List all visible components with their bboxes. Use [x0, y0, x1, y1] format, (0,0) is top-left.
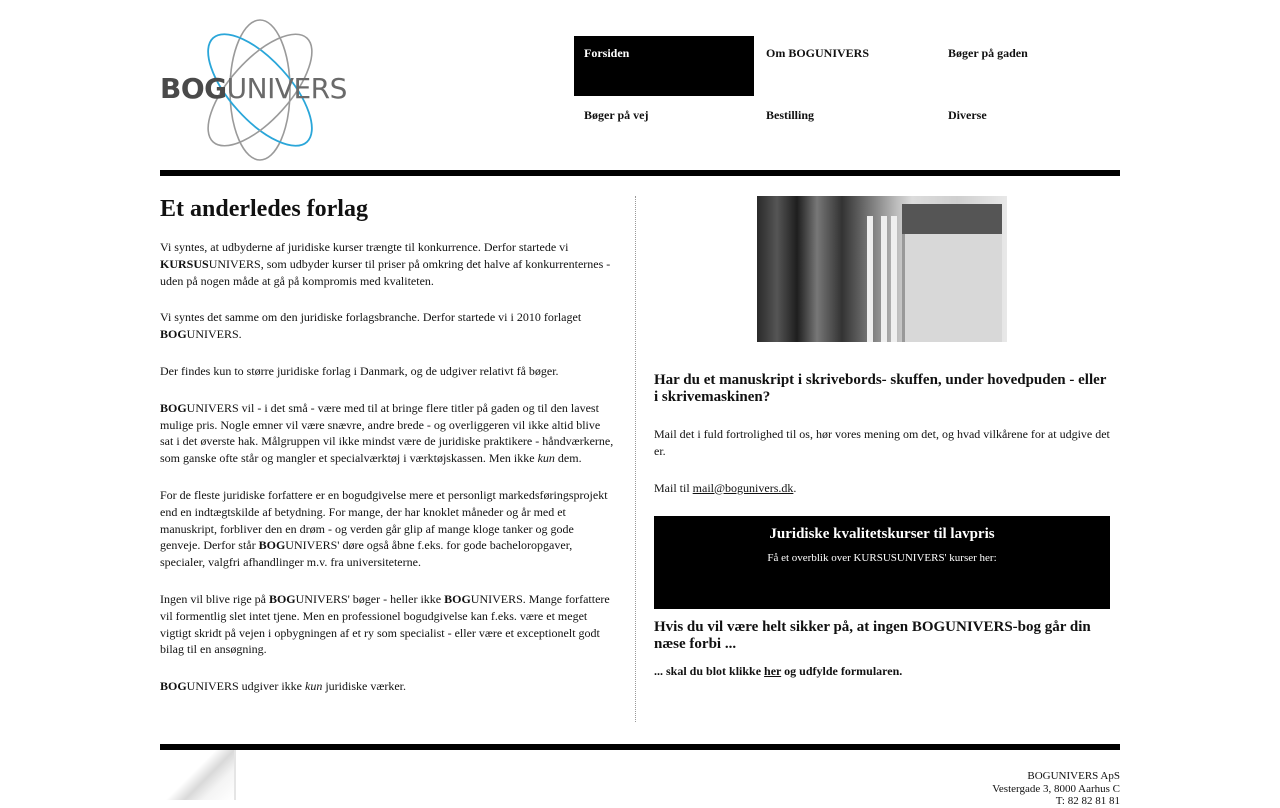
footer-company: BOGUNIVERS ApS — [1027, 770, 1120, 782]
nav-item-boger-pa-gaden[interactable]: Bøger på gaden — [948, 46, 1028, 60]
brand-bold: BOG — [160, 400, 187, 415]
main-content — [160, 196, 615, 715]
site-logo[interactable] — [160, 18, 362, 162]
nav-item-om-bogunivers[interactable]: Om BOGUNIVERS — [766, 46, 870, 60]
emphasis: kun — [305, 679, 323, 694]
text: UNIVERS' døre også åbne f.eks. for gode bacheloropgaver, specialer, valgfri afhandlinger m.v. fra universiteterne. — [160, 538, 573, 570]
course-promo-banner[interactable] — [654, 516, 1110, 609]
paragraph-5 — [160, 487, 615, 571]
promo-subtitle: Få et overblik over KURSUSUNIVERS' kurser her: — [767, 552, 997, 565]
text: UNIVERS. — [186, 327, 242, 342]
text: ... skal du blot klikke — [654, 664, 765, 679]
nav-item-boger-pa-vej[interactable]: Bøger på vej — [584, 108, 649, 122]
text: UNIVERS vil - i det små - være med til at bringe flere titler på gaden og til den lavest mulige pris. Nogle emner vil være snævre, andre brede - og overliggeren vil ikke altid blive sat i det øverste hak. Målgruppen vil ikke mindst være de juridiske praktikere - håndværkerne, som ganske ofte står og mangler et specialværktøj i værktøjskassen. Men ikke — [160, 400, 614, 466]
text: UNIVERS' bøger - heller ikke — [295, 591, 445, 606]
paragraph-3: Der findes kun to større juridiske forlag i Danmark, og de udgiver relativt få bøger. — [160, 363, 559, 378]
text: UNIVERS, som udbyder kurser til priser på omkring det halve af konkurrenternes - uden på nogen måde at gå på kompromis med kvaliteten. — [160, 256, 611, 288]
brand-bold: BOG — [444, 591, 471, 606]
text: juridiske værker. — [322, 679, 406, 694]
nav-item-bestilling[interactable]: Bestilling — [766, 108, 815, 122]
book-spine — [867, 216, 873, 342]
text: Vi syntes, at udbyderne af juridiske kurser trængte til konkurrence. Derfor startede vi — [160, 240, 569, 254]
text: Mail til — [654, 480, 693, 495]
text: Vi syntes det samme om den juridiske forlagsbranche. Derfor startede vi i 2010 forlaget — [160, 310, 582, 325]
manuscript-heading: Har du et manuskript i skrivebords- skuffen, under hovedpuden - eller i skrivemaskinen? — [654, 372, 1107, 405]
page-curl-decoration — [160, 750, 236, 800]
footer-address: Vestergade 3, 8000 Aarhus C — [992, 782, 1120, 795]
footer — [992, 770, 1120, 808]
paragraph-1 — [160, 239, 615, 289]
featured-book-band — [902, 204, 1002, 234]
footer-phone: T: 82 82 81 81 — [1055, 795, 1120, 807]
book-spine — [891, 216, 897, 342]
footer-divider — [160, 744, 1120, 750]
manuscript-text: Mail det i fuld fortrolighed til os, hør vores mening om det, og hvad vilkårene for at udgive det er. — [654, 427, 1110, 458]
column-divider — [635, 196, 636, 722]
logo-part-light: UNIVERS — [226, 72, 347, 105]
brand-bold: KURSUS — [160, 256, 209, 271]
text: UNIVERS. Mange forfattere vil formentlig slet intet tjene. Men en professionel bogudgivelse kan f.eks. være et meget vigtigt skridt på vejen i opbygningen af et ry som specialist - eller være et exceptionelt godt bilag til en ansøgning. — [160, 591, 610, 657]
paragraph-4 — [160, 400, 615, 467]
brand-bold: BOG — [160, 679, 187, 694]
book-spine — [881, 216, 887, 342]
paragraph-7 — [160, 678, 615, 695]
logo-part-bold: BOG — [160, 72, 227, 105]
bookshelf-photo — [757, 196, 1007, 342]
text: UNIVERS udgiver ikke — [186, 679, 305, 694]
text: For de fleste juridiske forfattere er en bogudgivelse mere et personligt markedsføringsprojekt end en indtægtskilde af betydning. For mange, der har knoklet måneder og år med et manuskript, forbliver den en drøm - og verden går glip af mange kloge tanker og gode genveje. Derfor står — [160, 487, 608, 553]
text: og udfylde formularen. — [781, 664, 903, 679]
logo-wordmark — [160, 72, 347, 106]
brand-bold: BOG — [160, 327, 187, 342]
nav-item-forsiden[interactable]: Forsiden — [574, 36, 754, 96]
paragraph-6 — [160, 591, 615, 658]
signup-link[interactable]: her — [764, 664, 782, 679]
text: . — [793, 480, 797, 495]
newsletter-heading: Hvis du vil være helt sikker på, at ingen BOGUNIVERS-bog går din næse forbi ... — [654, 619, 1091, 653]
promo-title: Juridiske kvalitetskurser til lavpris — [769, 526, 995, 543]
text: Ingen vil blive rige på — [160, 591, 269, 606]
brand-bold: BOG — [258, 538, 286, 553]
emphasis: kun — [537, 451, 555, 466]
nav-item-diverse[interactable]: Diverse — [948, 108, 987, 122]
brand-bold: BOG — [268, 591, 296, 606]
mail-line — [654, 480, 1110, 497]
page-title: Et anderledes forlag — [160, 196, 368, 222]
header-divider — [160, 170, 1120, 176]
sidebar — [654, 196, 1110, 700]
text: dem. — [554, 451, 582, 466]
paragraph-2 — [160, 309, 615, 343]
newsletter-cta — [654, 663, 1110, 680]
mail-link[interactable]: mail@bogunivers.dk — [692, 480, 794, 495]
